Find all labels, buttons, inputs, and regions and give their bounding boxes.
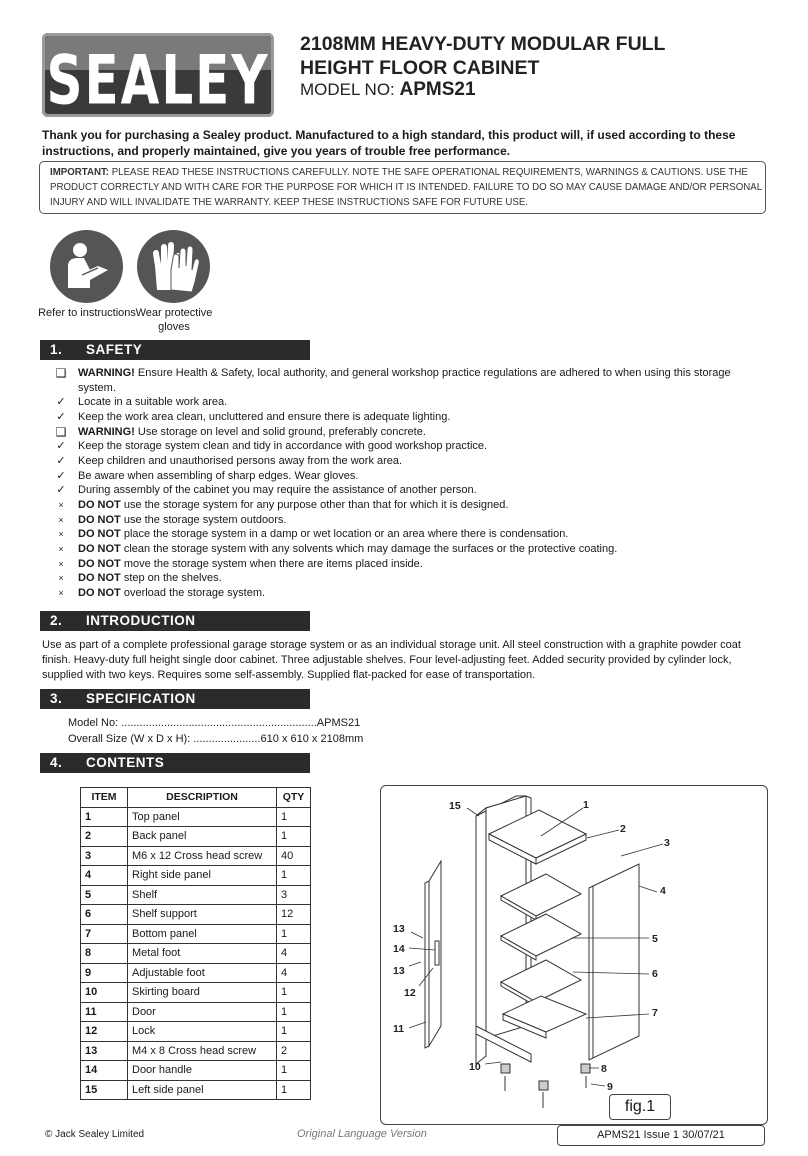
title-line-1: 2108MM HEAVY-DUTY MODULAR FULL (300, 33, 666, 55)
cross-icon: × (58, 587, 64, 598)
title-line-2: HEIGHT FLOOR CABINET (300, 57, 540, 79)
assembly-figure (380, 785, 768, 1125)
qty-cell: 4 (277, 963, 311, 983)
checkbox-icon: ❑ (55, 366, 67, 380)
spec-label: Overall Size (W x D x H): (68, 733, 194, 745)
safety-item-emphasis: DO NOT (78, 513, 121, 526)
manual-icon (50, 230, 123, 303)
section-header-specification (40, 689, 310, 709)
check-icon: ✓ (56, 484, 66, 497)
safety-item (54, 439, 754, 454)
check-icon: ✓ (56, 396, 66, 409)
gloves-icon (137, 230, 210, 303)
safety-item (54, 395, 754, 410)
item-cell: 8 (81, 944, 128, 964)
spec-label: Model No: (68, 717, 122, 729)
cross-icon: × (58, 573, 64, 584)
description-cell: Right side panel (128, 866, 277, 886)
safety-item-text: move the storage system when there are items placed inside. (120, 557, 423, 570)
description-cell: Left side panel (128, 1080, 277, 1100)
item-cell: 5 (81, 885, 128, 905)
item-cell: 13 (81, 1041, 128, 1061)
model-number (300, 79, 476, 101)
safety-item-emphasis: WARNING! (78, 367, 135, 379)
cross-icon: × (58, 543, 64, 554)
description-cell: M4 x 8 Cross head screw (128, 1041, 277, 1061)
safety-item (54, 542, 754, 557)
safety-item (54, 513, 754, 528)
callout-9: 9 (607, 1081, 613, 1093)
important-label: IMPORTANT: (50, 167, 110, 178)
contents-table (80, 787, 311, 1100)
description-cell: Shelf support (128, 905, 277, 925)
safety-item-text: use the storage system for any purpose other than that for which it is designed. (120, 498, 509, 511)
safety-list (54, 366, 754, 601)
section-number: 4. (50, 755, 63, 770)
safety-item-text: Be aware when assembling of sharp edges. Wear gloves. (78, 469, 359, 482)
gloves-icon-label: Wear protective gloves (135, 307, 213, 333)
table-row (81, 1022, 311, 1042)
item-cell: 1 (81, 807, 128, 827)
section-title: SAFETY (86, 342, 143, 357)
safety-item-emphasis: DO NOT (78, 498, 121, 511)
thank-you-text: Thank you for purchasing a Sealey product. Manufactured to a high standard, this product will, if used according to these instructions, and properly maintained, give you years of trouble free performance. (42, 128, 736, 158)
section-title: INTRODUCTION (86, 613, 196, 628)
table-row (81, 846, 311, 866)
callout-8: 8 (601, 1063, 607, 1075)
issue-info: APMS21 Issue 1 30/07/21 (557, 1125, 765, 1146)
logo-text: SEALEY (46, 41, 270, 117)
safety-item (54, 454, 754, 469)
item-cell: 14 (81, 1061, 128, 1081)
table-row (81, 1002, 311, 1022)
table-row (81, 963, 311, 983)
item-cell: 12 (81, 1022, 128, 1042)
callout-5: 5 (652, 933, 658, 945)
safety-item-text: Use storage on level and solid ground, preferably concrete. (134, 425, 426, 438)
spec-dots: ...................... (193, 733, 261, 745)
qty-cell: 12 (277, 905, 311, 925)
important-text: PLEASE READ THESE INSTRUCTIONS CAREFULLY. NOTE THE SAFE OPERATIONAL REQUIREMENTS, WARNINGS & CAUTIONS. USE THE PRODUCT CORRECTLY AND WITH CARE FOR THE PURPOSE FOR WHICH IT IS INTENDED. FAILURE TO DO SO MAY CAUSE DAMAGE AND/OR PERSONAL INJURY AND WILL INVALIDATE THE WARRANTY. KEEP THESE INSTRUCTIONS SAFE FOR FUTURE USE. (50, 167, 762, 208)
spec-value: APMS21 (316, 717, 361, 729)
safety-item-emphasis: DO NOT (78, 542, 121, 555)
item-cell: 11 (81, 1002, 128, 1022)
table-row (81, 924, 311, 944)
qty-cell: 1 (277, 1061, 311, 1081)
language-version: Original Language Version (297, 1128, 427, 1140)
safety-item (54, 469, 754, 484)
column-header: ITEM (81, 788, 128, 808)
safety-item-text: step on the shelves. (120, 572, 222, 585)
qty-cell: 1 (277, 924, 311, 944)
callout-13: 13 (393, 923, 405, 935)
safety-item-text: place the storage system in a damp or wet location or an area where there is condensation. (120, 528, 569, 541)
safety-item-text: Keep children and unauthorised persons away from the work area. (78, 454, 403, 467)
description-cell: Metal foot (128, 944, 277, 964)
safety-item-emphasis: DO NOT (78, 586, 121, 599)
section-header-introduction (40, 611, 310, 631)
checkbox-icon: ❑ (55, 424, 67, 439)
section-number: 1. (50, 342, 63, 357)
cross-icon: × (58, 529, 64, 540)
column-header: QTY (277, 788, 311, 808)
spec-value: 610 x 610 x 2108mm (260, 733, 364, 745)
section-title: SPECIFICATION (86, 691, 196, 706)
safety-item (54, 498, 754, 513)
callout-4: 4 (660, 885, 666, 897)
safety-item-text: Keep the storage system clean and tidy in accordance with good workshop practice. (78, 440, 488, 453)
safety-item (54, 366, 754, 395)
table-row (81, 1061, 311, 1081)
callout-2: 2 (620, 823, 626, 835)
cross-icon: × (58, 514, 64, 525)
safety-item-text: Ensure Health & Safety, local authority, and general workshop practice regulations are adhered to when using this storage system. (78, 367, 731, 394)
item-cell: 10 (81, 983, 128, 1003)
model-value: APMS21 (399, 79, 476, 100)
important-notice (39, 161, 766, 214)
item-cell: 4 (81, 866, 128, 886)
safety-item-text: Locate in a suitable work area. (78, 396, 228, 409)
description-cell: Door (128, 1002, 277, 1022)
table-row (81, 983, 311, 1003)
item-cell: 6 (81, 905, 128, 925)
safety-item (54, 527, 754, 542)
qty-cell: 1 (277, 1080, 311, 1100)
safety-item-text: Keep the work area clean, uncluttered and ensure there is adequate lighting. (78, 410, 451, 423)
spec-size (68, 733, 363, 745)
description-cell: Shelf (128, 885, 277, 905)
check-icon: ✓ (56, 454, 66, 467)
section-header-contents (40, 753, 310, 773)
item-cell: 7 (81, 924, 128, 944)
safety-item (54, 571, 754, 586)
qty-cell: 4 (277, 944, 311, 964)
description-cell: Skirting board (128, 983, 277, 1003)
description-cell: Adjustable foot (128, 963, 277, 983)
safety-item-text: overload the storage system. (120, 586, 266, 599)
item-cell: 15 (81, 1080, 128, 1100)
table-row (81, 866, 311, 886)
description-cell: Back panel (128, 827, 277, 847)
table-row (81, 885, 311, 905)
description-cell: M6 x 12 Cross head screw (128, 846, 277, 866)
page-title (300, 32, 780, 80)
callout-13-lower: 13 (393, 965, 405, 977)
safety-item (54, 586, 754, 601)
description-cell: Door handle (128, 1061, 277, 1081)
manual-icon-label: Refer to instructions (38, 307, 136, 319)
section-header-safety (40, 340, 310, 360)
check-icon: ✓ (56, 469, 66, 482)
exploded-cabinet-drawing (381, 786, 767, 1124)
description-cell: Lock (128, 1022, 277, 1042)
callout-6: 6 (652, 968, 658, 980)
safety-item-emphasis: DO NOT (78, 528, 121, 541)
section-number: 2. (50, 613, 63, 628)
sealey-logo (42, 33, 274, 117)
cross-icon: × (58, 558, 64, 569)
spec-dots: ................................................................ (121, 717, 317, 729)
item-cell: 9 (81, 963, 128, 983)
copyright: © Jack Sealey Limited (45, 1129, 145, 1140)
table-row (81, 827, 311, 847)
callout-7: 7 (652, 1007, 658, 1019)
qty-cell: 1 (277, 866, 311, 886)
safety-item-text: During assembly of the cabinet you may require the assistance of another person. (78, 484, 477, 497)
table-header-row (81, 788, 311, 808)
callout-1: 1 (583, 799, 589, 811)
spec-model (68, 717, 360, 729)
table-row (81, 944, 311, 964)
table-row (81, 1041, 311, 1061)
item-cell: 3 (81, 846, 128, 866)
item-cell: 2 (81, 827, 128, 847)
cross-icon: × (58, 499, 64, 510)
introduction-text: Use as part of a complete professional garage storage system or as an individual storage unit. All steel construction with a graphite powder coat finish. Heavy-duty full height single door cabinet. Three adjustable shelves. Four level-adjusting feet. Added security provided by cylinder lock, supplied with two keys. Requires some self-assembly. Supplied flat-packed for ease of transportation. (42, 639, 741, 681)
description-cell: Bottom panel (128, 924, 277, 944)
qty-cell: 1 (277, 1022, 311, 1042)
section-title: CONTENTS (86, 755, 165, 770)
callout-11: 11 (393, 1023, 405, 1035)
column-header: DESCRIPTION (128, 788, 277, 808)
safety-item-text: use the storage system outdoors. (120, 513, 287, 526)
callout-3: 3 (664, 837, 670, 849)
table-row (81, 905, 311, 925)
callout-14: 14 (393, 943, 405, 955)
check-icon: ✓ (56, 410, 66, 423)
safety-item (54, 425, 754, 440)
safety-item (54, 557, 754, 572)
qty-cell: 1 (277, 807, 311, 827)
callout-15: 15 (449, 800, 461, 812)
safety-item-text: clean the storage system with any solvents which may damage the surfaces or the protective coating. (120, 542, 618, 555)
description-cell: Top panel (128, 807, 277, 827)
qty-cell: 2 (277, 1041, 311, 1061)
qty-cell: 1 (277, 827, 311, 847)
model-label: MODEL NO: (300, 80, 395, 99)
table-row (81, 1080, 311, 1100)
safety-item-emphasis: DO NOT (78, 557, 121, 570)
qty-cell: 1 (277, 983, 311, 1003)
safety-item-emphasis: DO NOT (78, 572, 121, 585)
callout-12: 12 (404, 987, 416, 999)
callout-10: 10 (469, 1061, 481, 1073)
section-number: 3. (50, 691, 63, 706)
qty-cell: 3 (277, 885, 311, 905)
qty-cell: 1 (277, 1002, 311, 1022)
table-row (81, 807, 311, 827)
qty-cell: 40 (277, 846, 311, 866)
check-icon: ✓ (56, 440, 66, 453)
safety-item-emphasis: WARNING! (78, 425, 135, 438)
safety-item (54, 410, 754, 425)
safety-item (54, 483, 754, 498)
figure-label: fig.1 (609, 1094, 671, 1120)
